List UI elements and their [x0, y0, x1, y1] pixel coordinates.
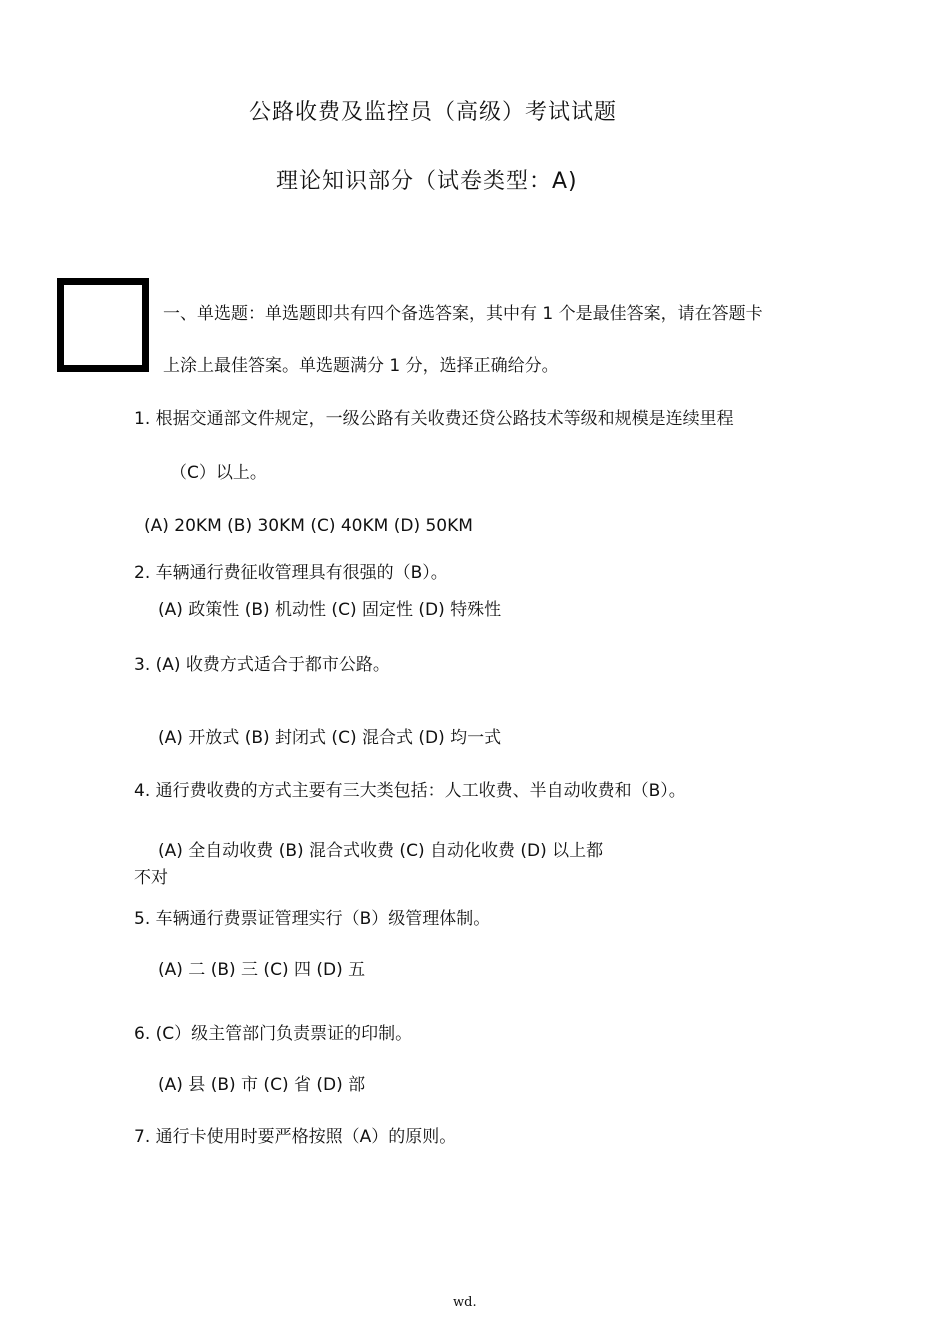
question-4-options-cont: 不对 — [134, 868, 168, 888]
question-6-options: (A) 县 (B) 市 (C) 省 (D) 部 — [158, 1075, 366, 1095]
page-subtitle: 理论知识部分（试卷类型：A) — [276, 169, 578, 194]
question-3-options: (A) 开放式 (B) 封闭式 (C) 混合式 (D) 均一式 — [158, 728, 502, 748]
question-1-text-cont: （C）以上。 — [170, 463, 267, 483]
question-2-text: 2. 车辆通行费征收管理具有很强的（B）。 — [134, 563, 448, 583]
question-6-text: 6. (C）级主管部门负责票证的印制。 — [134, 1024, 413, 1044]
question-1-options: (A) 20KM (B) 30KM (C) 40KM (D) 50KM — [144, 516, 473, 536]
question-2-options: (A) 政策性 (B) 机动性 (C) 固定性 (D) 特殊性 — [158, 600, 502, 620]
checkbox-square-icon — [57, 278, 149, 372]
page-footer: wd. — [453, 1295, 477, 1310]
question-4-text: 4. 通行费收费的方式主要有三大类包括：人工收费、半自动收费和（B）。 — [134, 781, 686, 801]
question-5-text: 5. 车辆通行费票证管理实行（B）级管理体制。 — [134, 909, 491, 929]
question-4-options: (A) 全自动收费 (B) 混合式收费 (C) 自动化收费 (D) 以上都 — [158, 841, 604, 861]
section-intro-line2: 上涂上最佳答案。单选题满分 1 分，选择正确给分。 — [163, 356, 559, 376]
question-1-text: 1. 根据交通部文件规定，一级公路有关收费还贷公路技术等级和规模是连续里程 — [134, 409, 734, 429]
question-7-text: 7. 通行卡使用时要严格按照（A）的原则。 — [134, 1127, 457, 1147]
question-5-options: (A) 二 (B) 三 (C) 四 (D) 五 — [158, 960, 366, 980]
section-intro-line1: 一、单选题：单选题即共有四个备选答案，其中有 1 个是最佳答案，请在答题卡 — [163, 304, 763, 324]
page-title: 公路收费及监控员（高级）考试试题 — [249, 100, 618, 125]
question-3-text: 3. (A) 收费方式适合于都市公路。 — [134, 655, 390, 675]
